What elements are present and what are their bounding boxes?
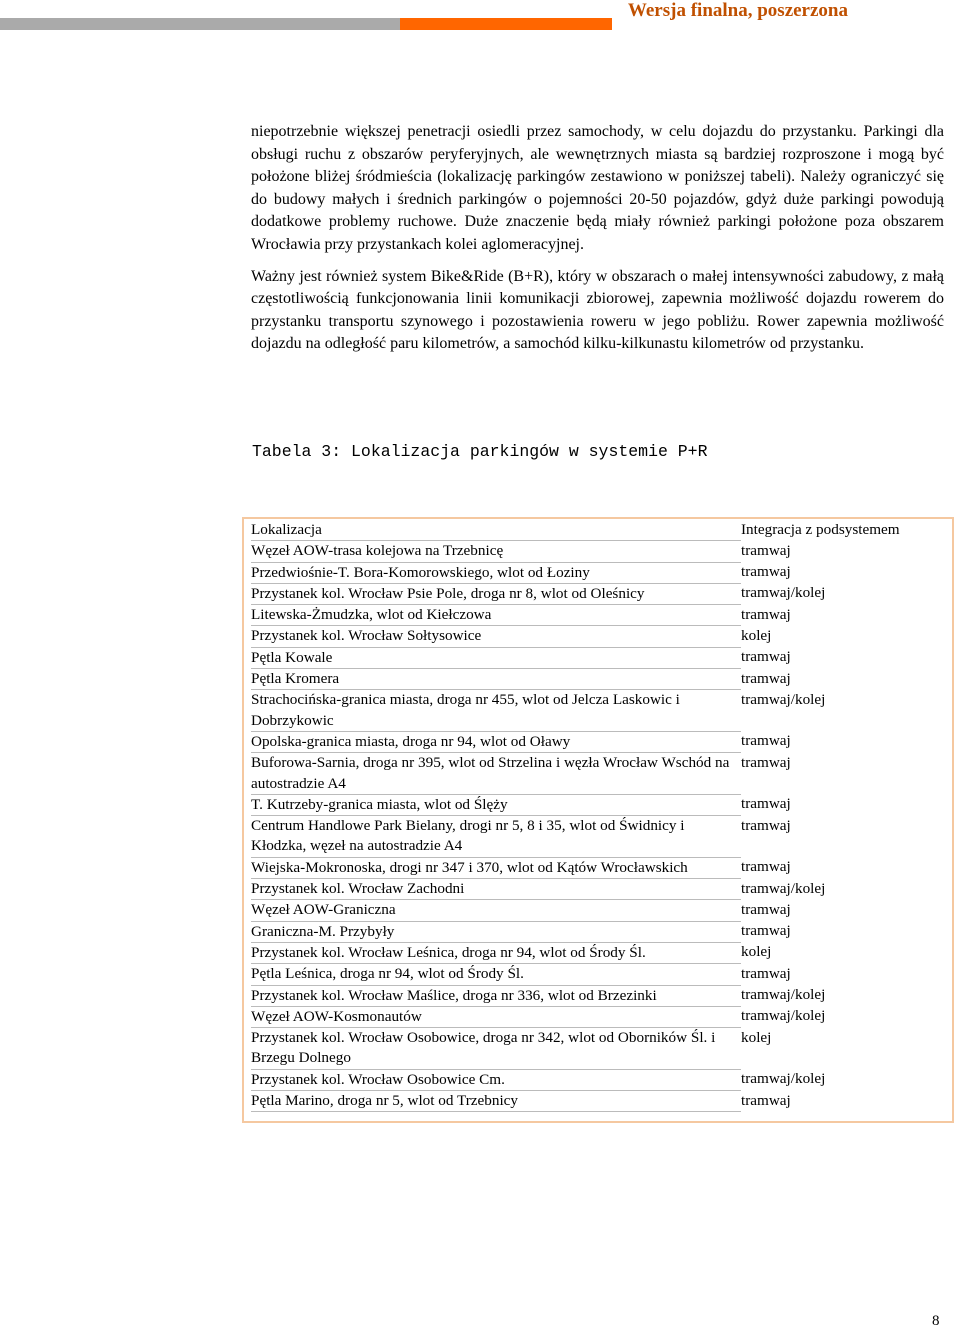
table-row bbox=[251, 647, 946, 668]
cell-integracja: kolej bbox=[741, 1028, 772, 1046]
cell-lokalizacja: Przystanek kol. Wrocław Maślice, droga nr 336, wlot od Brzezinki bbox=[251, 985, 741, 1006]
cell-lokalizacja: Przystanek kol. Wrocław Zachodni bbox=[251, 879, 741, 900]
cell-lokalizacja: Przystanek kol. Wrocław Sołtysowice bbox=[251, 626, 741, 647]
cell-integracja: tramwaj bbox=[741, 541, 791, 559]
table-caption: Tabela 3: Lokalizacja parkingów w systemie P+R bbox=[252, 442, 708, 461]
cell-lokalizacja: Węzeł AOW-Graniczna bbox=[251, 900, 741, 921]
cell-lokalizacja: Graniczna-M. Przybyły bbox=[251, 921, 741, 942]
table-body bbox=[251, 541, 946, 1112]
cell-lokalizacja: Wiejska-Mokronoska, drogi nr 347 i 370, wlot od Kątów Wrocławskich bbox=[251, 857, 741, 878]
table-row bbox=[251, 731, 946, 752]
cell-integracja: tramwaj bbox=[741, 732, 791, 750]
cell-integracja: tramwaj bbox=[741, 648, 791, 666]
cell-integracja: tramwaj bbox=[741, 563, 791, 581]
cell-integracja: tramwaj bbox=[741, 669, 791, 687]
cell-lokalizacja: Litewska-Żmudzka, wlot od Kiełczowa bbox=[251, 605, 741, 626]
cell-lokalizacja: Węzeł AOW-trasa kolejowa na Trzebnicę bbox=[251, 541, 741, 562]
cell-integracja: tramwaj/kolej bbox=[741, 986, 826, 1004]
table-row bbox=[251, 816, 946, 858]
table-header-row bbox=[251, 520, 946, 541]
cell-lokalizacja: Przystanek kol. Wrocław Osobowice, droga nr 342, wlot od Oborników Śl. i Brzegu Dolnego bbox=[251, 1028, 741, 1070]
cell-lokalizacja: Przystanek kol. Wrocław Leśnica, droga nr 94, wlot od Środy Śl. bbox=[251, 942, 741, 963]
cell-lokalizacja: Pętla Kowale bbox=[251, 647, 741, 668]
table-row bbox=[251, 541, 946, 562]
body-text bbox=[251, 121, 944, 356]
table-row bbox=[251, 879, 946, 900]
cell-integracja: tramwaj bbox=[741, 605, 791, 623]
cell-integracja: tramwaj bbox=[741, 753, 791, 771]
header-integracja: Integracja z podsystemem bbox=[741, 521, 900, 538]
cell-lokalizacja: T. Kutrzeby-granica miasta, wlot od Ślęży bbox=[251, 794, 741, 815]
cell-lokalizacja: Przystanek kol. Wrocław Psie Pole, droga nr 8, wlot od Oleśnicy bbox=[251, 583, 741, 604]
table-row bbox=[251, 626, 946, 647]
cell-lokalizacja: Pętla Marino, droga nr 5, wlot od Trzebnicy bbox=[251, 1091, 741, 1112]
cell-integracja: tramwaj bbox=[741, 1091, 791, 1109]
table-row bbox=[251, 1069, 946, 1090]
table-row bbox=[251, 669, 946, 690]
parking-table-grid bbox=[251, 520, 946, 1112]
cell-lokalizacja: Strachocińska-granica miasta, droga nr 455, wlot od Jelcza Laskowic i Dobrzykowic bbox=[251, 690, 741, 732]
paragraph-1: niepotrzebnie większej penetracji osiedli przez samochody, w celu dojazdu do przystanku. Parkingi dla obsługi ruchu z obszarów peryferyjnych, ale wewnętrznych miasta są bardziej rozproszone i mogą być położone bliżej śródmieścia (lokalizację parkingów zestawiono w poniższej tabeli). Należy ograniczyć się do budowy małych i średnich parkingów o pojemności 20-50 pojazdów, gdyż duże parkingi powodują dodatkowe problemy ruchowe. Duże znaczenie będą miały również parkingi położone poza obszarem Wrocławia przy przystankach kolei aglomeracyjnej. bbox=[251, 123, 944, 253]
table-row bbox=[251, 1091, 946, 1112]
cell-integracja: tramwaj bbox=[741, 922, 791, 940]
cell-integracja: kolej bbox=[741, 626, 772, 644]
table-row bbox=[251, 942, 946, 963]
cell-lokalizacja: Opolska-granica miasta, droga nr 94, wlot od Oławy bbox=[251, 731, 741, 752]
paragraph-2: Ważny jest również system Bike&Ride (B+R), który w obszarach o małej intensywności zabudowy, z małą częstotliwością funkcjonowania linii komunikacji zbiorowej, zapewnia możliwość dojazdu rowerem do przystanku transportu szynowego i pozostawienia roweru w jego pobliżu. Rower zapewnia możliwość dojazdu na odległość paru kilometrów, a samochód kilku-kilkunastu kilometrów od przystanku. bbox=[251, 267, 944, 353]
cell-integracja: kolej bbox=[741, 943, 772, 961]
header-title: Wersja finalna, poszerzona bbox=[627, 0, 848, 21]
cell-integracja: tramwaj bbox=[741, 964, 791, 982]
cell-integracja: tramwaj bbox=[741, 858, 791, 876]
cell-integracja: tramwaj bbox=[741, 900, 791, 918]
header-bar bbox=[0, 18, 612, 30]
table-row bbox=[251, 690, 946, 732]
cell-lokalizacja: Pętla Kromera bbox=[251, 669, 741, 690]
cell-lokalizacja: Przystanek kol. Wrocław Osobowice Cm. bbox=[251, 1069, 741, 1090]
header-lokalizacja: Lokalizacja bbox=[251, 520, 741, 541]
table-row bbox=[251, 1006, 946, 1027]
table-row bbox=[251, 605, 946, 626]
page-number: 8 bbox=[932, 1313, 940, 1329]
cell-lokalizacja: Węzeł AOW-Kosmonautów bbox=[251, 1006, 741, 1027]
table-row bbox=[251, 794, 946, 815]
parking-table bbox=[242, 517, 954, 1123]
table-row bbox=[251, 583, 946, 604]
cell-lokalizacja: Pętla Leśnica, droga nr 94, wlot od Środy Śl. bbox=[251, 964, 741, 985]
table-row bbox=[251, 985, 946, 1006]
cell-lokalizacja: Przedwiośnie-T. Bora-Komorowskiego, wlot od Łoziny bbox=[251, 562, 741, 583]
cell-integracja: tramwaj/kolej bbox=[741, 879, 826, 897]
table-row bbox=[251, 964, 946, 985]
cell-lokalizacja: Centrum Handlowe Park Bielany, drogi nr 5, 8 i 35, wlot od Świdnicy i Kłodzka, węzeł na autostradzie A4 bbox=[251, 816, 741, 858]
cell-integracja: tramwaj/kolej bbox=[741, 1070, 826, 1088]
table-row bbox=[251, 1028, 946, 1070]
cell-integracja: tramwaj bbox=[741, 816, 791, 834]
table-row bbox=[251, 921, 946, 942]
table-row bbox=[251, 753, 946, 795]
cell-integracja: tramwaj bbox=[741, 795, 791, 813]
cell-lokalizacja: Buforowa-Sarnia, droga nr 395, wlot od Strzelina i węzła Wrocław Wschód na autostradzie A4 bbox=[251, 753, 741, 795]
table-row bbox=[251, 900, 946, 921]
cell-integracja: tramwaj/kolej bbox=[741, 584, 826, 602]
cell-integracja: tramwaj/kolej bbox=[741, 690, 826, 708]
table-row bbox=[251, 562, 946, 583]
cell-integracja: tramwaj/kolej bbox=[741, 1007, 826, 1025]
table-row bbox=[251, 857, 946, 878]
